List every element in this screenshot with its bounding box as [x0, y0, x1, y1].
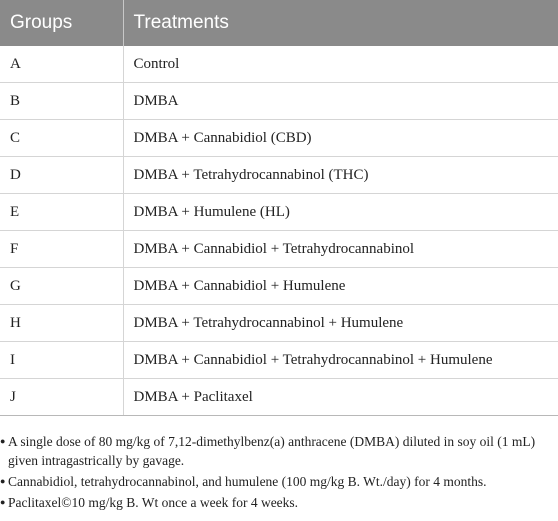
table-row [0, 379, 558, 416]
cell-group: J [0, 379, 123, 416]
table-row [0, 305, 558, 342]
table-row [0, 194, 558, 231]
table-footnotes [0, 432, 556, 514]
cell-group: D [0, 157, 123, 194]
cell-treatment: DMBA + Cannabidiol + Tetrahydrocannabinol [123, 231, 558, 268]
bullet-icon: ● [0, 436, 6, 446]
cell-treatment: Control [123, 46, 558, 83]
table-row [0, 46, 558, 83]
cell-treatment: DMBA + Tetrahydrocannabinol + Humulene [123, 305, 558, 342]
cell-group: I [0, 342, 123, 379]
table-row [0, 83, 558, 120]
footnote-text: Cannabidiol, tetrahydrocannabinol, and humulene (100 mg/kg B. Wt./day) for 4 months. [8, 474, 487, 489]
cell-treatment: DMBA + Cannabidiol (CBD) [123, 120, 558, 157]
table-row [0, 120, 558, 157]
bullet-icon: ● [0, 497, 6, 507]
cell-group: B [0, 83, 123, 120]
cell-group: H [0, 305, 123, 342]
cell-treatment: DMBA + Humulene (HL) [123, 194, 558, 231]
cell-treatment: DMBA [123, 83, 558, 120]
cell-treatment: DMBA + Cannabidiol + Tetrahydrocannabinol + Humulene [123, 342, 558, 379]
cell-group: E [0, 194, 123, 231]
table-row [0, 157, 558, 194]
cell-treatment: DMBA + Tetrahydrocannabinol (THC) [123, 157, 558, 194]
cell-treatment: DMBA + Paclitaxel [123, 379, 558, 416]
table-row [0, 268, 558, 305]
footnote-text: Paclitaxel©10 mg/kg B. Wt once a week for 4 weeks. [8, 495, 299, 510]
cell-group: A [0, 46, 123, 83]
cell-group: C [0, 120, 123, 157]
footnote-item [0, 493, 556, 512]
header-groups: Groups [0, 0, 123, 46]
bullet-icon: ● [0, 476, 6, 486]
table-row [0, 231, 558, 268]
cell-treatment: DMBA + Cannabidiol + Humulene [123, 268, 558, 305]
footnote-item [0, 432, 556, 470]
table-row [0, 342, 558, 379]
footnote-text: A single dose of 80 mg/kg of 7,12-dimethylbenz(a) anthracene (DMBA) diluted in soy oil (1 mL) given intragastrically by gavage. [8, 434, 536, 468]
cell-group: F [0, 231, 123, 268]
footnote-item [0, 472, 556, 491]
table-header-row [0, 0, 558, 46]
header-treatments: Treatments [123, 0, 558, 46]
cell-group: G [0, 268, 123, 305]
